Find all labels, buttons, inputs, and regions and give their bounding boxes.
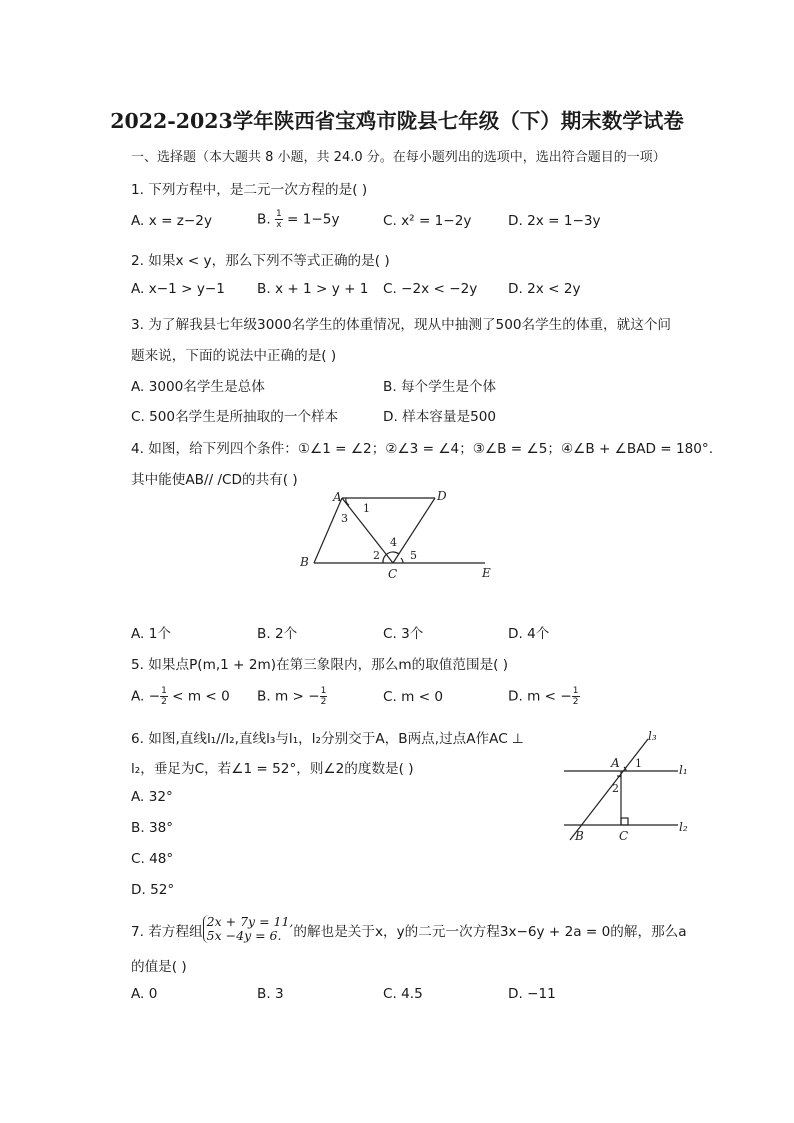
q2-option-d[interactable]: D. 2x < 2y: [508, 281, 581, 297]
angle-arc: [401, 558, 403, 563]
right-angle-mark: [621, 818, 628, 825]
option-letter: B.: [257, 211, 271, 228]
option-text: < m < 0: [172, 688, 230, 705]
fraction: [275, 209, 283, 230]
point-label-d: D: [437, 489, 447, 503]
question-4-stem-line2: 其中能使AB// /CD的共有( ): [131, 472, 298, 488]
page-title: 2022-2023学年陕西省宝鸡市陇县七年级（下）期末数学试卷: [110, 109, 684, 133]
fraction: [160, 686, 168, 707]
q4-option-c[interactable]: C. 3个: [383, 626, 424, 642]
angle-label-1: 1: [363, 502, 370, 515]
fraction-numerator: 1: [572, 686, 579, 696]
q4-option-d[interactable]: D. 4个: [508, 626, 550, 642]
stem-text: 7. 若方程组: [131, 924, 203, 940]
fraction-denominator: x: [276, 220, 282, 230]
point-label-a: A: [333, 490, 342, 504]
question-4-stem-line1: 4. 如图，给下列四个条件：①∠1 = ∠2；②∠3 = ∠4；③∠B = ∠5；④∠B + ∠BAD = 180°.: [131, 441, 714, 457]
section-heading: 一、选择题（本大题共 8 小题，共 24.0 分。在每小题列出的选项中，选出符合题目的一项）: [131, 150, 666, 165]
q6-option-b[interactable]: B. 38°: [131, 820, 174, 836]
question-6-stem-line1: 6. 如图,直线l₁//l₂,直线l₃与l₁，l₂分别交于A，B两点,过点A作AC ⊥: [131, 731, 524, 747]
fraction-numerator: 1: [161, 686, 167, 696]
q5-option-b[interactable]: [257, 686, 327, 707]
fraction-numerator: 1: [320, 686, 327, 696]
fraction-denominator: 2: [161, 697, 167, 707]
angle-label-4: 4: [390, 536, 397, 549]
option-text: A. −: [131, 688, 161, 705]
q3-option-c[interactable]: C. 500名学生是所抽取的一个样本: [131, 409, 339, 425]
angle-label-1: 1: [635, 757, 642, 770]
equation-2: 5x −4y = 6.: [206, 928, 282, 943]
q6-option-c[interactable]: C. 48°: [131, 851, 174, 867]
option-text: B. m > −: [257, 688, 320, 705]
point-label-b: B: [575, 829, 584, 843]
q6-parallel-lines-figure: [560, 726, 700, 848]
q3-option-a[interactable]: A. 3000名学生是总体: [131, 379, 265, 395]
line-label-l1: l₁: [679, 763, 688, 777]
q1-option-d[interactable]: D. 2x = 1−3y: [508, 213, 601, 229]
angle-label-2: 2: [373, 549, 380, 562]
q5-option-a[interactable]: [131, 686, 230, 707]
option-text: = 1−5y: [287, 211, 340, 228]
fraction-numerator: 1: [275, 209, 282, 219]
point-label-b: B: [300, 555, 309, 569]
point-label-c: C: [619, 829, 629, 843]
q2-option-c[interactable]: C. −2x < −2y: [383, 281, 478, 297]
q4-option-b[interactable]: B. 2个: [257, 626, 298, 642]
angle-label-3: 3: [341, 512, 348, 525]
angle-label-5: 5: [410, 549, 417, 562]
q6-option-d[interactable]: D. 52°: [131, 882, 175, 898]
q3-option-b[interactable]: B. 每个学生是个体: [383, 379, 497, 395]
q7-option-c[interactable]: C. 4.5: [383, 986, 423, 1002]
q7-option-a[interactable]: A. 0: [131, 986, 158, 1002]
q2-option-b[interactable]: B. x + 1 > y + 1: [257, 281, 369, 297]
point-label-a: A: [611, 756, 620, 770]
q3-option-d[interactable]: D. 样本容量是500: [383, 409, 497, 425]
segment-ab: [314, 498, 342, 563]
angle-label-2: 2: [612, 782, 619, 795]
line-label-l2: l₂: [679, 820, 688, 834]
q1-option-c[interactable]: C. x² = 1−2y: [383, 213, 472, 229]
q2-option-a[interactable]: A. x−1 > y−1: [131, 281, 225, 297]
question-3-stem-line2: 题来说，下面的说法中正确的是( ): [131, 348, 337, 364]
q7-option-d[interactable]: D. −11: [508, 986, 556, 1002]
equation-1: 2x + 7y = 11,: [206, 914, 294, 929]
q5-option-c[interactable]: C. m < 0: [383, 689, 444, 705]
question-3-stem-line1: 3. 为了解我县七年级3000名学生的体重情况，现从中抽测了500名学生的体重，就这个问: [131, 317, 672, 333]
q6-option-a[interactable]: A. 32°: [131, 789, 173, 805]
q1-option-b[interactable]: [257, 209, 340, 230]
fraction: [320, 686, 328, 707]
q4-option-a[interactable]: A. 1个: [131, 626, 171, 642]
question-5-stem: 5. 如果点P(m,1 + 2m)在第三象限内，那么m的取值范围是( ): [131, 657, 509, 673]
equation-system: [203, 915, 294, 943]
question-1-stem: 1. 下列方程中，是二元一次方程的是( ): [131, 182, 368, 198]
q1-option-a[interactable]: A. x = z−2y: [131, 213, 212, 229]
stem-text: 的解也是关于x，y的二元一次方程3x−6y + 2a = 0的解，那么a: [293, 924, 687, 940]
question-7-stem-line1: [131, 914, 687, 946]
fraction-denominator: 2: [320, 697, 327, 707]
option-text: D. m < −: [508, 688, 572, 705]
point-label-c: C: [388, 567, 398, 581]
question-2-stem: 2. 如果x < y，那么下列不等式正确的是( ): [131, 253, 390, 269]
line-label-l3: l₃: [648, 729, 657, 743]
q5-option-d[interactable]: [508, 686, 580, 707]
point-label-e: E: [482, 566, 491, 580]
question-7-stem-line2: 的值是( ): [131, 959, 187, 975]
question-6-stem-line2: l₂，垂足为C，若∠1 = 52°，则∠2的度数是( ): [131, 761, 414, 777]
fraction: [572, 686, 580, 707]
q7-option-b[interactable]: B. 3: [257, 986, 284, 1002]
fraction-denominator: 2: [572, 697, 579, 707]
q4-parallelogram-figure: [295, 486, 505, 586]
